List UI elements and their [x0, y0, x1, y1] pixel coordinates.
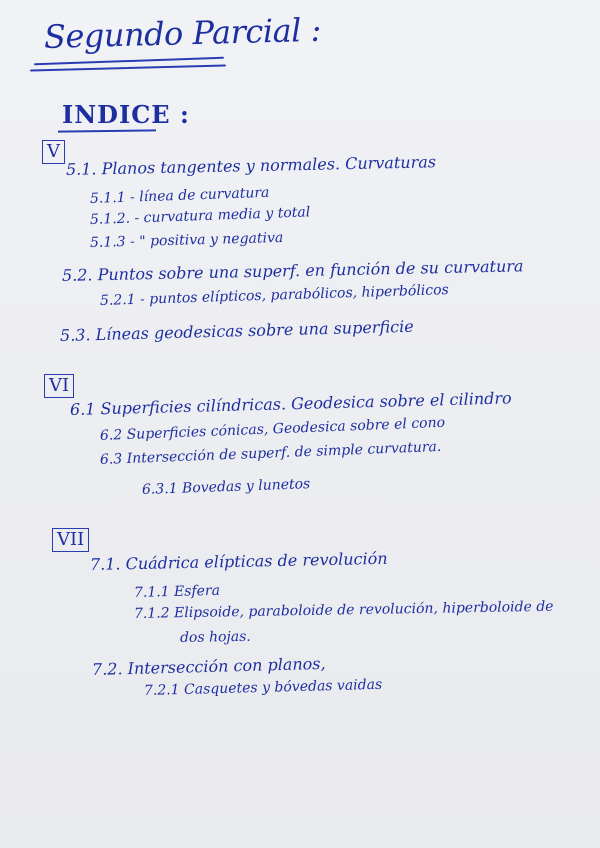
- title-underline-second: [30, 64, 226, 71]
- subitem-7-1-2: 7.1.2 Elipsoide, paraboloide de revolución, hiperboloide de: [133, 598, 554, 622]
- subitem-7-1-1: 7.1.1 Esfera: [133, 582, 221, 601]
- item-5-2: 5.2. Puntos sobre una superf. en función de su curvatura: [61, 256, 524, 285]
- item-7-2: 7.2. Intersección con planos,: [91, 653, 326, 679]
- index-underline: [58, 129, 156, 132]
- item-5-3: 5.3. Líneas geodesicas sobre una superficie: [59, 316, 414, 345]
- item-6-1: 6.1 Superficies cilíndricas. Geodesica sobre el cilindro: [69, 388, 512, 419]
- section-numeral-vii: VII: [52, 528, 89, 552]
- item-7-1: 7.1. Cuádrica elípticas de revolución: [89, 548, 388, 574]
- subitem-7-1-2-cont: dos hojas.: [179, 628, 251, 646]
- subitem-5-1-1: 5.1.1 - línea de curvatura: [89, 184, 270, 207]
- title-underline: [34, 57, 224, 66]
- item-6-2: 6.2 Superficies cónicas, Geodesica sobre el cono: [99, 414, 446, 444]
- section-numeral-v: V: [42, 140, 65, 164]
- item-6-3: 6.3 Intersección de superf. de simple curvatura.: [99, 438, 442, 468]
- subitem-7-2-1: 7.2.1 Casquetes y bóvedas vaidas: [143, 676, 383, 699]
- item-5-1: 5.1. Planos tangentes y normales. Curvaturas: [65, 152, 437, 179]
- subitem-5-1-3: 5.1.3 - " positiva y negativa: [89, 229, 284, 251]
- subitem-5-1-2: 5.1.2. - curvatura media y total: [89, 204, 311, 228]
- subitem-6-3-1: 6.3.1 Bovedas y lunetos: [141, 476, 311, 498]
- index-heading: INDICE :: [62, 100, 190, 129]
- section-numeral-vi: VI: [44, 374, 74, 398]
- page-title: Segundo Parcial :: [43, 10, 322, 56]
- subitem-5-2-1: 5.2.1 - puntos elípticos, parabólicos, hiperbólicos: [99, 282, 449, 309]
